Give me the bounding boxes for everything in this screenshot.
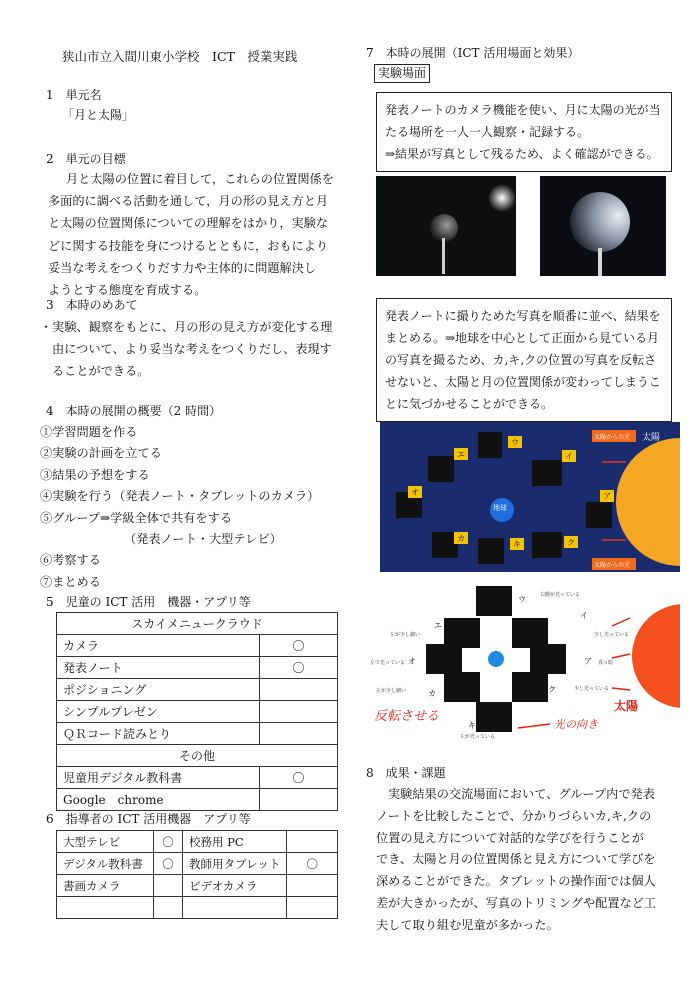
svg-text:左が光っている: 左が光っている: [460, 734, 496, 740]
section-8-heading: 8 成果・課題: [366, 766, 446, 780]
table-row: ＱＲコード読みとり: [57, 723, 338, 745]
svg-text:太陽: 太陽: [614, 699, 639, 713]
table-row: 書画カメラ ビデオカメラ: [57, 875, 338, 897]
list-item: （発表ノート・大型テレビ）: [124, 532, 282, 547]
list-item: ⑤グループ⇒学級全体で共有をする: [40, 510, 233, 525]
svg-text:ア: ア: [584, 657, 592, 666]
svg-text:太陽: 太陽: [642, 433, 661, 443]
table-row: [57, 897, 338, 919]
section-4-heading: 4 本時の展開の概要（2 時間）: [46, 404, 222, 418]
svg-text:カ: カ: [457, 534, 465, 543]
section-7-heading: 7 本時の展開（ICT 活用場面と効果）: [366, 46, 580, 60]
svg-text:左で光っている: 左で光っている: [370, 660, 406, 666]
school-header: 狭山市立入間川東小学校 ICT 授業実践: [62, 49, 298, 64]
moon-closeup-photo-icon: [540, 176, 666, 276]
svg-text:キ: キ: [468, 721, 476, 730]
experiment-photo-left: [376, 176, 516, 276]
svg-text:少し光っている: 少し光っている: [594, 632, 630, 638]
svg-text:左が少し細い: 左が少し細い: [390, 632, 421, 638]
list-item: ⑦まとめる: [40, 574, 101, 589]
moon-position-diagram: [380, 422, 680, 572]
list-item: ③結果の予想をする: [40, 467, 150, 482]
list-item: ④実験を行う（発表ノート・タブレットのカメラ）: [40, 489, 320, 504]
svg-text:エ: エ: [434, 621, 442, 630]
svg-text:太陽からの光: 太陽からの光: [594, 434, 631, 441]
table-row: デジタル教科書 〇 教師用タブレット 〇: [57, 853, 338, 875]
table-row: シンプルプレゼン: [57, 701, 338, 723]
section-2-heading: 2 単元の目標: [46, 152, 126, 166]
svg-text:イ: イ: [580, 611, 588, 620]
svg-text:カ: カ: [428, 689, 436, 698]
table-row: Google chrome: [57, 789, 338, 811]
svg-text:オ: オ: [408, 657, 416, 666]
section-5-heading: 5 児童の ICT 活用 機器・アプリ等: [46, 595, 251, 609]
section-1-heading: 1 単元名: [46, 88, 102, 102]
experiment-photo-right: [540, 176, 666, 276]
lesson-aim: ・実験、観察をもとに、月の形の見え方が変化する理 由について、より妥当な考えをつくりだし、表現す ることができる。: [40, 320, 333, 379]
teacher-ict-table: [56, 830, 338, 919]
student-ict-table: スカイメニュークラウド カメラ 〇 発表ノート 〇 ポジショニング シンプルプレゼン ＱＲコード読みとり その他 児童用デジタル教科書 〇 Google chrome: [56, 612, 338, 811]
experiment-box: 発表ノートのカメラ機能を使い、月に太陽の光が当 たる場所を一人一人観察・記録する。 ⇒結果が写真として残るため、よく確認ができる。: [376, 92, 672, 172]
table-row: カメラ 〇: [57, 635, 338, 657]
moon-model-photo-icon: [376, 176, 516, 276]
svg-text:光の向き: 光の向き: [554, 718, 598, 731]
experiment-label: 実験場面: [374, 64, 430, 83]
unit-name: 「月と太陽」: [62, 108, 135, 122]
lesson-outline: [40, 422, 319, 593]
svg-text:ア: ア: [603, 492, 611, 501]
unit-goals: 月と太陽の位置に着目して，これらの位置関係を 多面的に調べる活動を通して，月の形の見え方と月 と太陽の位置関係についての理解をはかり，実験な どに関する技能を身につけるとともに，おもにより 妥当な考えをつくりだす力や主体的に問題解決し ようとする態度を育成する。: [48, 172, 334, 298]
svg-text:キ: キ: [513, 540, 521, 549]
list-item: ②実験の計画を立てる: [40, 446, 162, 461]
svg-text:エ: エ: [457, 450, 465, 459]
table-row: 発表ノート 〇: [57, 657, 338, 679]
summary-box: 発表ノートに撮りためた写真を順番に並べ、結果を まとめる。⇒地球を中心として正面から見ている月 の写真を撮るため、カ,キ,クの位置の写真を反転さ せないと、太陽と月の位置関係が変わってしまうこ とに気づかせることができる。: [376, 298, 672, 422]
svg-text:イ: イ: [565, 452, 573, 461]
section-3-heading: 3 本時のめあて: [46, 298, 138, 312]
svg-text:ク: ク: [567, 538, 575, 547]
svg-text:地球: 地球: [493, 504, 507, 512]
svg-text:ク: ク: [548, 685, 556, 694]
list-item: ⑥考察する: [40, 553, 101, 568]
table-row: 大型テレビ 〇 校務用 PC: [57, 831, 338, 853]
section-6-heading: 6 指導者の ICT 活用機器 アプリ等: [46, 812, 251, 826]
svg-text:真っ暗: 真っ暗: [598, 660, 614, 666]
svg-text:少し光っている: 少し光っている: [574, 686, 610, 692]
svg-text:左が少し細い: 左が少し細い: [376, 688, 407, 694]
list-item: ①学習問題を作る: [40, 425, 138, 439]
svg-text:ウ: ウ: [518, 595, 526, 604]
table-row: ポジショニング: [57, 679, 338, 701]
moon-results-diagram: [368, 578, 680, 740]
svg-text:ウ: ウ: [511, 438, 519, 447]
table-row: 児童用デジタル教科書 〇: [57, 767, 338, 789]
results-text: 実験結果の交流場面において、グループ内で発表 ノートを比較したことで、分かりづらいカ,キ,クの 位置の見え方について対話的な学びを行うことが でき、太陽と月の位置関係と見え方について学びを 深めることができた。タブレットの操作面では個人 差が大きかったが、写真のトリミングや配置など工 夫して取り組む児童が多かった。: [376, 787, 657, 932]
svg-text:反転させる: 反転させる: [374, 709, 440, 724]
svg-text:オ: オ: [411, 488, 419, 497]
svg-text:右側が光っている: 右側が光っている: [540, 592, 581, 598]
svg-text:太陽からの光: 太陽からの光: [594, 562, 631, 569]
